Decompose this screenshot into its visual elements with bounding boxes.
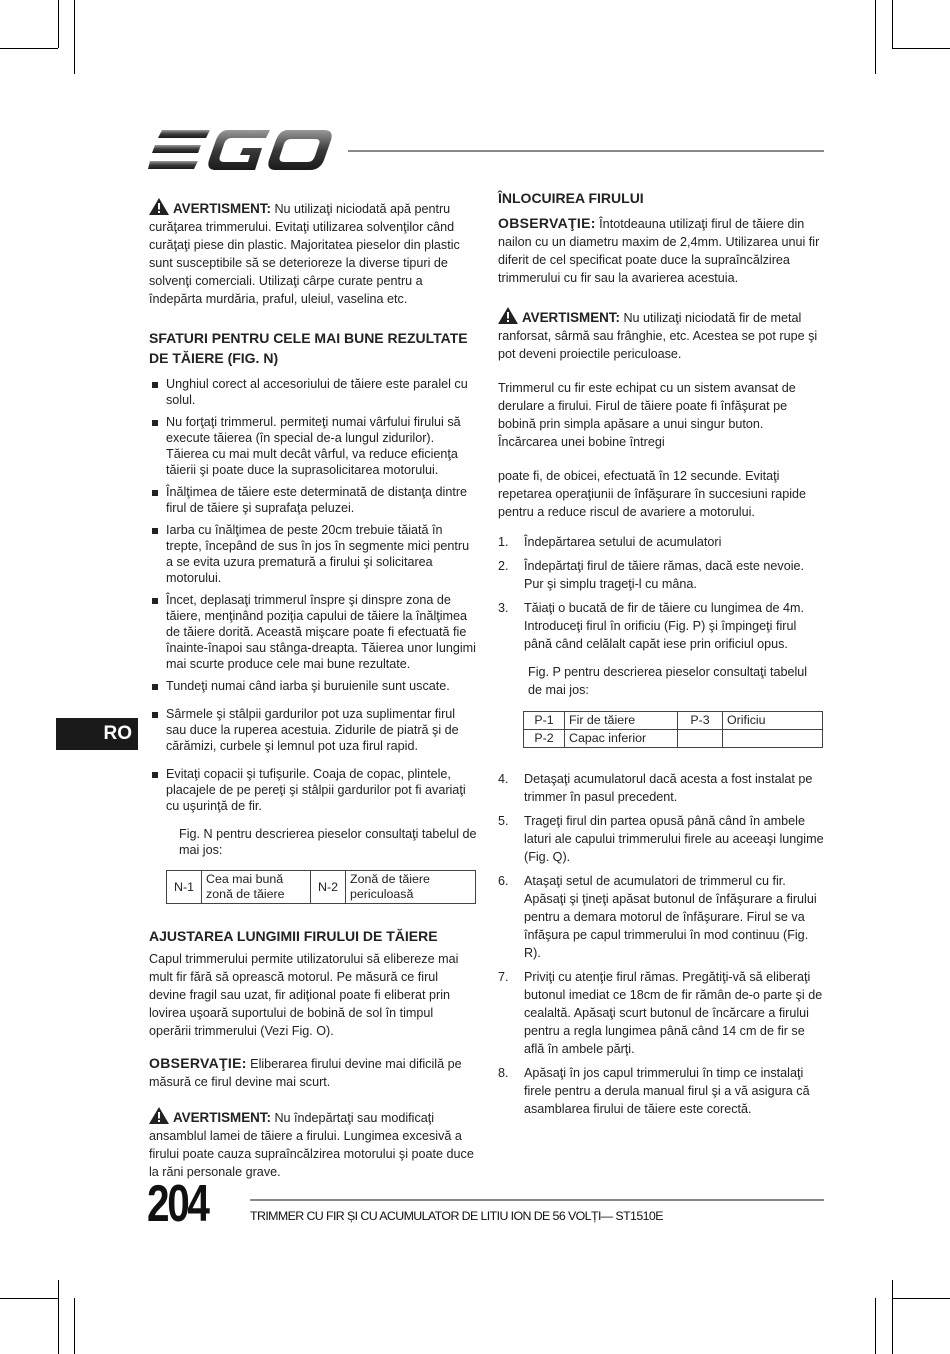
list-item: Sârmele şi stâlpii gardurilor pot uza suplimentar firul sau duce la ruperea acestuia. Zidurile de piatră şi de cărămizi, curbele şi lemnul pot uza firul rapid. xyxy=(149,706,477,754)
crop-mark xyxy=(0,48,58,49)
table-cell: Fir de tăiere xyxy=(565,712,678,730)
warning-text: Nu utilizaţi niciodată fir de metal ranforsat, sârmă sau frânghie, etc. Acestea se pot rupe şi pot deveni proiectile periculoase. xyxy=(498,311,818,361)
step-text: Detaşaţi acumulatorul dacă acesta a fost instalat pe trimmer în pasul precedent. xyxy=(524,772,813,804)
table-cell: Orificiu xyxy=(723,712,823,730)
warning-text: Nu utilizaţi niciodată apă pentru curăţarea trimmerului. Evitaţi utilizarea solvenţilor când curăţaţi piese din plastic. Majoritatea pieselor din plastic sunt susceptibile să se deterioreze la diverse tipuri de solvenţi comerciali. Utilizaţi cârpe curate pentru a îndepărta murdăria, praful, uleiul, vaselina etc. xyxy=(149,202,460,306)
crop-mark xyxy=(58,0,59,48)
list-item xyxy=(498,770,824,806)
table-row xyxy=(524,730,823,748)
list-item: Nu forţaţi trimmerul. permiteţi numai vârfului firului să execute tăierea (în special de-a lungul zidurilor). Tăierea cu mai mult decât vârful, va reduce eficienţa tăierii şi poate duce la suprasolicitarea motorului. xyxy=(149,414,477,478)
table-cell: Zonă de tăiere periculoasă xyxy=(346,871,476,904)
fig-p-note: Fig. P pentru descrierea pieselor consultaţi tabelul de mai jos: xyxy=(528,665,808,697)
right-column xyxy=(498,188,824,1128)
table-cell: N-2 xyxy=(311,871,346,904)
list-item xyxy=(498,599,824,653)
list-item: Evitaţi copacii şi tufişurile. Coaja de copac, plintele, placajele de pe pereţi şi stâlpii gardurilor pot fi avariaţi cu uşurinţă de fir. xyxy=(149,766,477,814)
language-tab-label: RO xyxy=(103,723,132,744)
step-text: Priviţi cu atenţie firul rămas. Pregătiţi-vă să eliberaţi butonul imediat ce 18cm de fir rămân de-o parte şi de cealaltă. Apăsaţi scurt butonul de încărcare a firului pentru a regla lungimea până când 14 cm de fir se află în ambele părţi. xyxy=(524,970,823,1056)
step-number: 4. xyxy=(498,772,509,786)
language-tab xyxy=(56,718,138,750)
warning-triangle-icon xyxy=(149,198,169,215)
list-item: Tundeţi numai când iarba şi buruienile sunt uscate. xyxy=(149,678,477,694)
observation-text: Eliberarea firului devine mai dificilă pe măsură ce firul devine mai scurt. xyxy=(149,1057,462,1089)
list-item: Încet, deplasaţi trimmerul înspre şi dinspre zona de tăiere, menţinând poziţia capului de tăiere la înălţimea de tăiere dorită. Această mişcare poate fi efectuată fie înainte-înapoi sau stânga-dreapta. Tăierea unor lungimi mai scurte produce cele mai bune rezultate. xyxy=(149,592,477,672)
table-cell xyxy=(723,730,823,748)
footer-title: TRIMMER CU FIR ȘI CU ACUMULATOR DE LITIU ION DE 56 VOLȚI— ST1510E xyxy=(250,1209,663,1223)
left-column xyxy=(149,198,477,1197)
fig-p-table xyxy=(523,711,823,748)
warning-text: Nu îndepărtaţi sau modificaţi ansamblul lamei de tăiere a firului. Lungimea excesivă a firului poate cauza supraîncălzirea motorului şi poate duce la răni personale grave. xyxy=(149,1111,474,1179)
table-row xyxy=(524,712,823,730)
step-text: Tăiaţi o bucată de fir de tăiere cu lungimea de 4m. Introduceţi firul în orificiu (Fig. P) şi împingeţi firul până când celălalt capăt iese prin orificiul opus. xyxy=(524,601,805,651)
table-cell: P-1 xyxy=(524,712,565,730)
list-item xyxy=(498,533,824,551)
table-cell: Cea mai bună zonă de tăiere xyxy=(202,871,311,904)
list-item xyxy=(498,968,824,1058)
fig-n-table xyxy=(166,870,476,904)
warning-label: AVERTISMENT: xyxy=(522,310,620,325)
crop-mark xyxy=(0,1298,58,1299)
observation-short-line xyxy=(149,1054,477,1091)
observation-label: OBSERVAŢIE: xyxy=(149,1055,247,1071)
table-cell xyxy=(678,730,723,748)
tips-list xyxy=(149,376,477,814)
table-row xyxy=(167,871,476,904)
list-item: Unghiul corect al accesoriului de tăiere este paralel cu solul. xyxy=(149,376,477,408)
header-rule xyxy=(348,150,824,152)
step-number: 5. xyxy=(498,814,509,828)
warning-label: AVERTISMENT: xyxy=(173,201,271,216)
step-text: Trageţi firul din partea opusă până când în ambele laturi ale capului trimmerului firele au aceeaşi lungime (Fig. Q). xyxy=(524,814,824,864)
paragraph-rewind-time: poate fi, de obicei, efectuată în 12 secunde. Evitaţi repetarea operaţiunii de înfăşurare în succesiuni rapide pentru a reduce riscul de avariere a motorului. xyxy=(498,469,807,519)
fig-n-note: Fig. N pentru descrierea pieselor consultaţi tabelul de mai jos: xyxy=(179,827,477,857)
step-text: Îndepărtaţi firul de tăiere rămas, dacă este nevoie. Pur şi simplu trageţi-l cu mâna. xyxy=(524,559,805,591)
list-item: Iarba cu înălţimea de peste 20cm trebuie tăiată în trepte, începând de sus în jos în segmente mici pentru a se evita uzura prematură a firului şi solicitarea motorului. xyxy=(149,522,477,586)
step-number: 3. xyxy=(498,601,509,615)
crop-mark xyxy=(74,0,75,74)
step-text: Ataşaţi setul de acumulatori de trimmerul cu fir. Apăsaţi şi ţineţi apăsat butonul de înfăşurare a firului pentru a demara motorul de înfăşurare. Firul se va înfăşura pe capul trimmerului în mod continuu (Fig. R). xyxy=(524,874,817,960)
table-cell: Capac inferior xyxy=(565,730,678,748)
crop-mark xyxy=(892,48,950,49)
list-item: Înălţimea de tăiere este determinată de distanţa dintre firul de tăiere şi suprafaţa peluzei. xyxy=(149,484,477,516)
step-number: 6. xyxy=(498,874,509,888)
steps-list-b xyxy=(498,770,824,1118)
crop-mark xyxy=(892,1298,950,1299)
step-number: 1. xyxy=(498,535,509,549)
crop-mark xyxy=(74,1298,75,1354)
list-item xyxy=(498,872,824,962)
step-number: 8. xyxy=(498,1066,509,1080)
warning-blade xyxy=(149,1107,477,1181)
observation-text: Întotdeauna utilizaţi firul de tăiere din nailon cu un diametru maxim de 2,4mm. Utilizarea unui fir diferit de cel specificat poate duce la supraîncălzirea trimmerului cu fir sau la avarierea acestuia. xyxy=(498,217,820,285)
list-item xyxy=(498,812,824,866)
crop-mark xyxy=(892,1280,893,1354)
warning-metal xyxy=(498,307,824,363)
crop-mark xyxy=(892,0,893,48)
table-cell: P-2 xyxy=(524,730,565,748)
crop-mark xyxy=(875,1298,876,1354)
replace-heading: ÎNLOCUIREA FIRULUI xyxy=(498,190,644,206)
table-cell: P-3 xyxy=(678,712,723,730)
footer-rule xyxy=(250,1199,824,1201)
crop-mark xyxy=(58,1280,59,1354)
steps-list-a xyxy=(498,533,824,653)
step-text: Apăsaţi în jos capul trimmerului în timp ce instalaţi firele pentru a derula manual firul şi a vă asigura că asamblarea firului de tăiere este corectă. xyxy=(524,1066,810,1116)
paragraph-rewind-system: Trimmerul cu fir este echipat cu un sistem avansat de derulare a firului. Firul de tăiere poate fi înfăşurat pe bobină prin simpla apăsare a unui singur buton. Încărcarea unei bobine întregi xyxy=(498,381,796,449)
adjust-heading: AJUSTAREA LUNGIMII FIRULUI DE TĂIERE xyxy=(149,928,438,944)
observation-line-diameter xyxy=(498,214,824,287)
tips-heading: SFATURI PENTRU CELE MAI BUNE REZULTATE DE TĂIERE (FIG. N) xyxy=(149,330,468,366)
step-number: 2. xyxy=(498,559,509,573)
warning-triangle-icon xyxy=(498,307,518,324)
observation-label: OBSERVAŢIE: xyxy=(498,215,596,231)
table-cell: N-1 xyxy=(167,871,202,904)
warning-cleaning xyxy=(149,198,477,308)
warning-label: AVERTISMENT: xyxy=(173,1110,271,1125)
list-item xyxy=(498,1064,824,1118)
warning-triangle-icon xyxy=(149,1107,169,1124)
adjust-text: Capul trimmerului permite utilizatorului să elibereze mai mult fir fără să oprească motorul. Pe măsură ce firul devine fragil sau uzat, fir adiţional poate fi eliberat prin lovirea uşoară suportului de bobină de sol în timpul operării trimmerului (Vezi Fig. O). xyxy=(149,952,459,1038)
list-item xyxy=(498,557,824,593)
step-text: Îndepărtarea setului de acumulatori xyxy=(524,535,722,549)
page-number: 204 xyxy=(147,1175,208,1233)
ego-logo xyxy=(148,128,332,172)
step-number: 7. xyxy=(498,970,509,984)
crop-mark xyxy=(875,0,876,74)
